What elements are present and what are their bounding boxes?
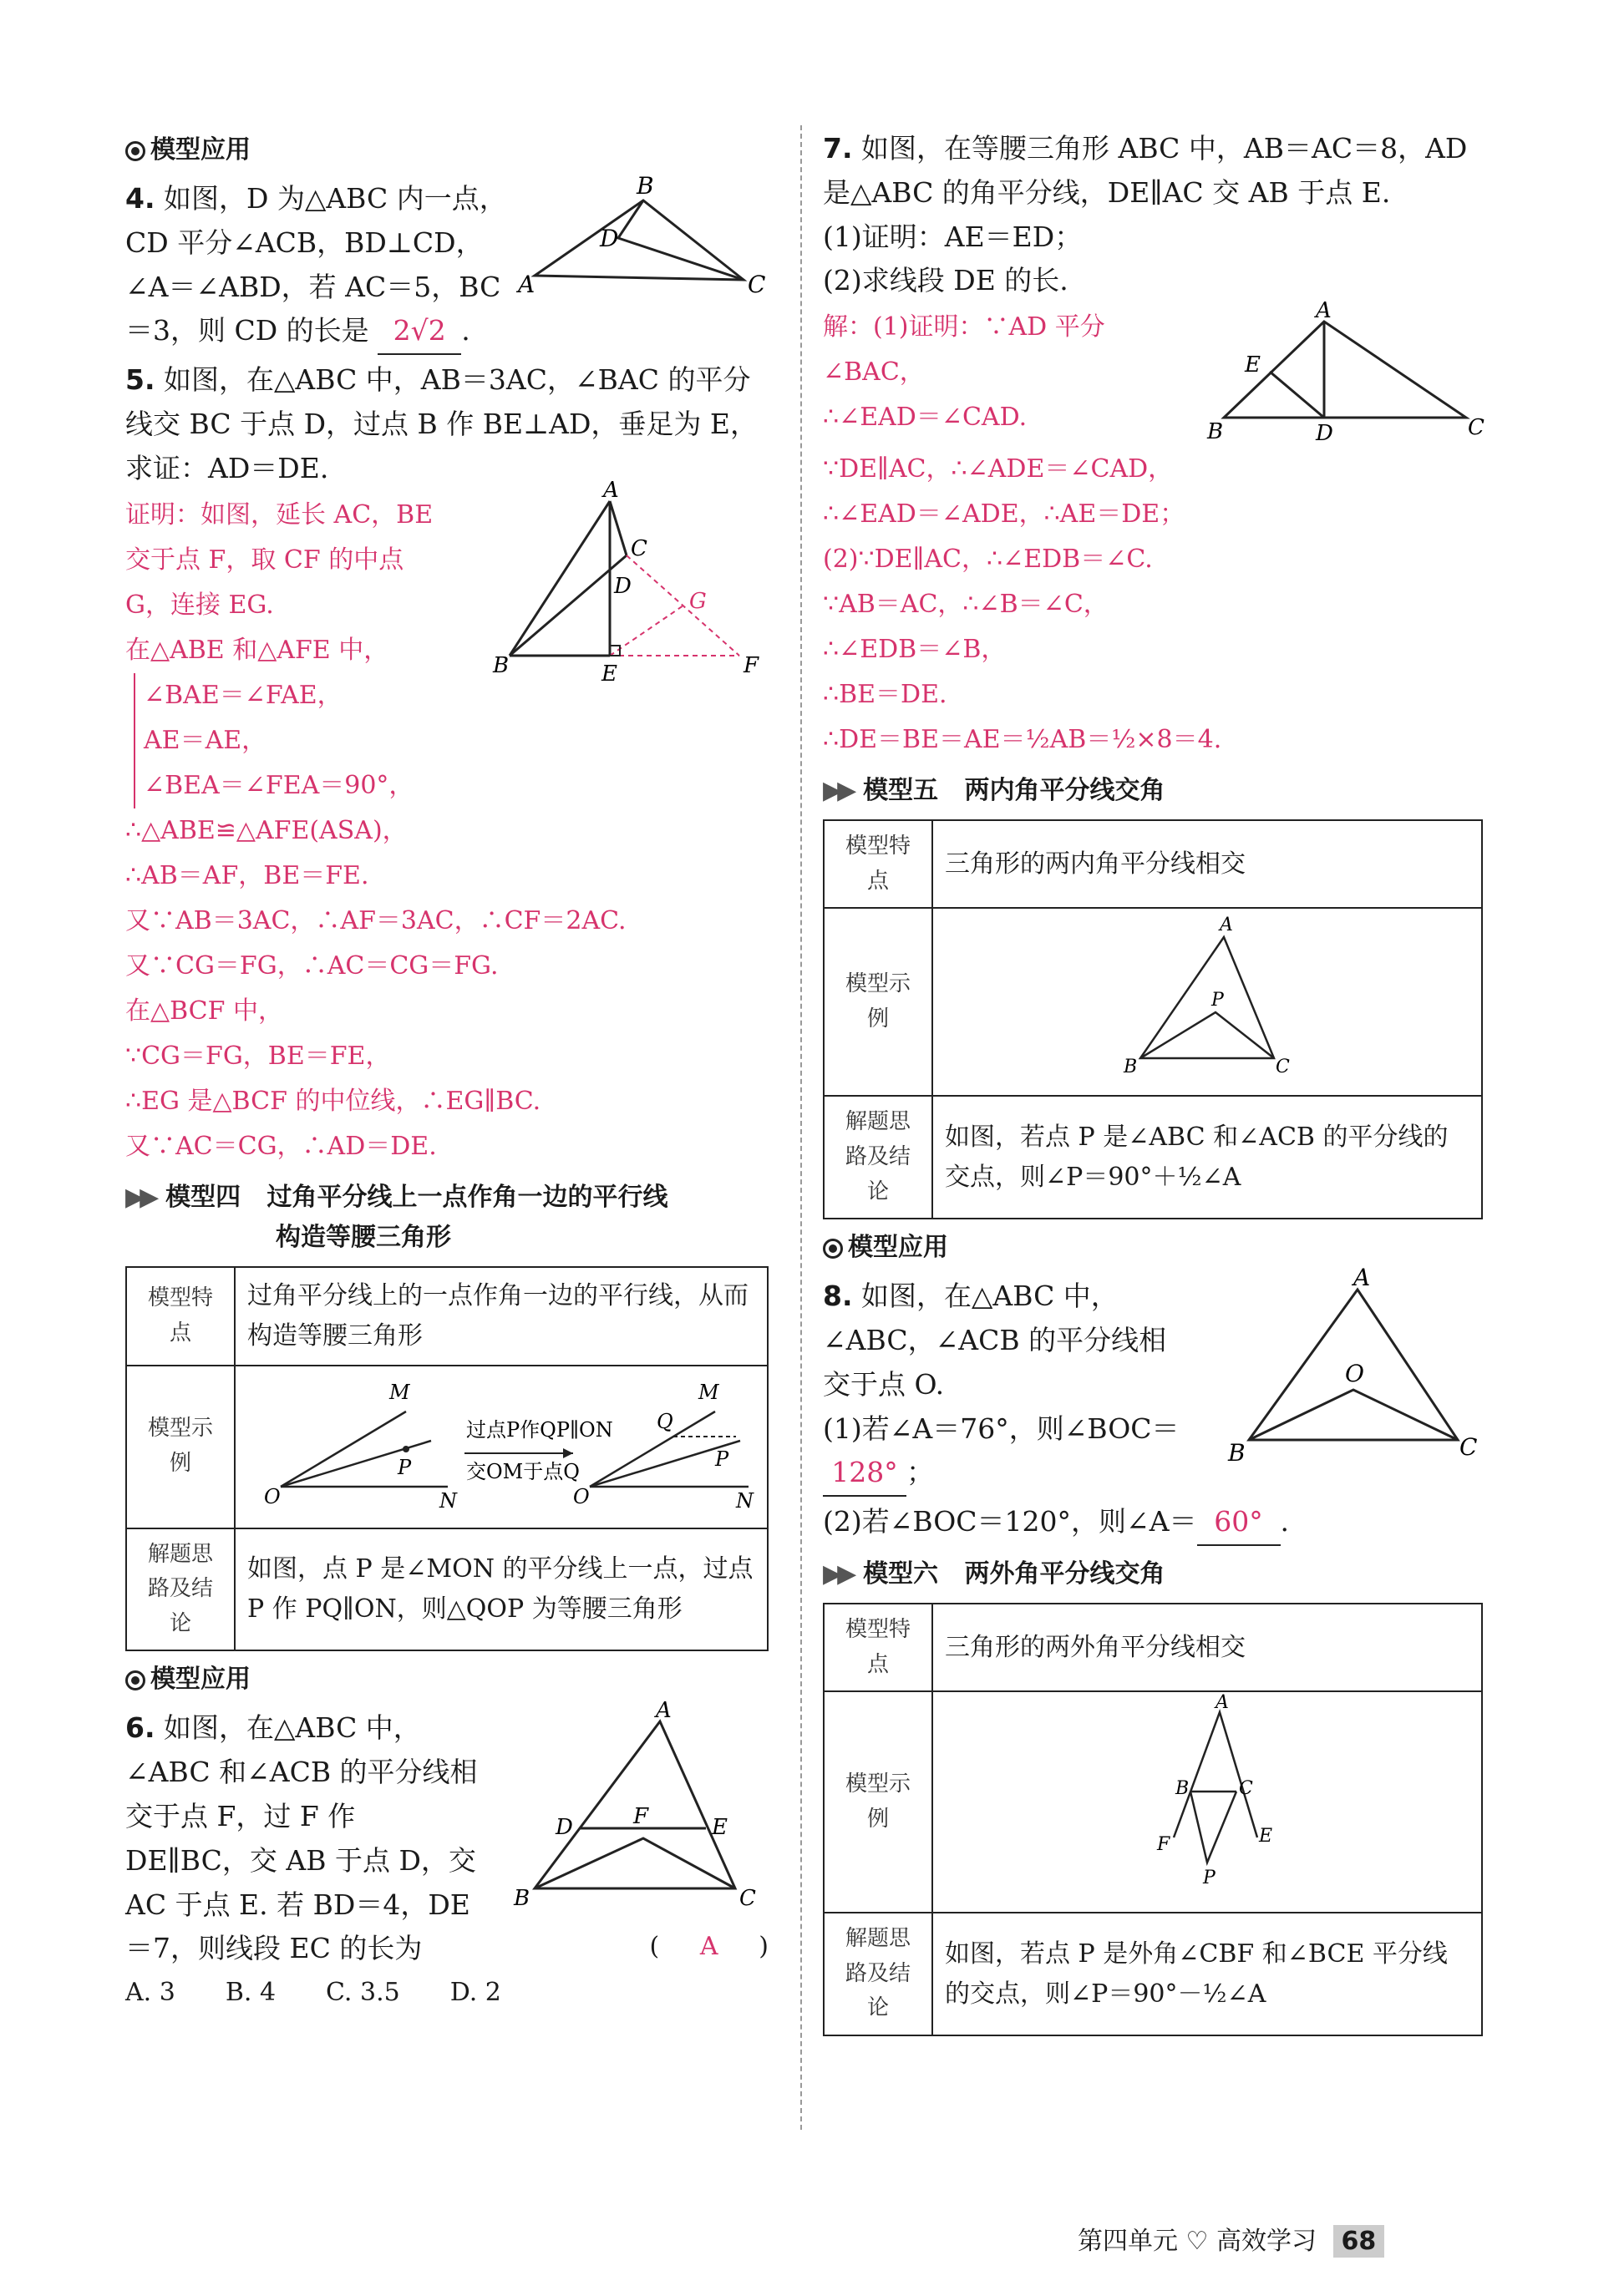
section-heading: 模型应用 (125, 1660, 769, 1700)
question-text: 如图，在△ABC 中，∠ABC 和∠ACB 的平分线相交于点 F，过 F 作 DE∥BC，交 AB 于点 D，交 AC 于点 E. 若 BD＝4，DE＝7，则线段 EC 的长为 (125, 1711, 478, 1965)
svg-text:F: F (633, 1804, 649, 1830)
proof-5-cont: ∴△ABE≌△AFE(ASA)， ∴AB＝AF，BE＝FE. 又∵AB＝3AC，∴AF＝3AC，∴CF＝2AC. 又∵CG＝FG，∴AC＝CG＝FG. 在△BCF 中， ∵CG＝FG，BE＝FE， ∴EG 是△BCF 的中位线，∴EG∥BC. 又∵AC＝CG，∴AD＝DE. (125, 815, 627, 1161)
svg-text:P: P (715, 1447, 729, 1471)
section-heading: 模型应用 (125, 130, 769, 170)
label-F: F (744, 652, 759, 678)
question-5 (125, 358, 769, 490)
answer-blank: 2√2 (378, 309, 461, 355)
double-arrow-icon: ▶▶ (823, 776, 852, 806)
svg-text:P: P (1203, 1868, 1216, 1889)
answer-blank: 128° (823, 1451, 906, 1497)
proof-brace: ∠BAE＝∠FAE， AE＝AE， ∠BEA＝∠FEA＝90°， (134, 673, 476, 808)
svg-text:N: N (736, 1488, 754, 1513)
svg-text:E: E (1259, 1826, 1273, 1847)
label-E: E (601, 661, 617, 687)
section-heading: 模型应用 (823, 1228, 1483, 1268)
question-5-body (125, 477, 769, 808)
model-6-table: 模型特点 三角形的两外角平分线相交 模型示例 A B C F E P 解题思路及结论 如图，若点 P 是外角∠CBF 和∠BCE 平分线的交点，则∠P＝90°－½∠A (823, 1603, 1483, 2036)
svg-text:C: C (1276, 1057, 1290, 1078)
question-text: 如图，在△ABC 中，∠ABC，∠ACB 的平分线相交于点 O. (823, 1280, 1167, 1401)
question-number: 8. (823, 1280, 853, 1313)
svg-text:M: M (389, 1380, 410, 1404)
svg-text:A: A (1216, 1692, 1229, 1714)
label-C: C (631, 535, 647, 561)
model-6-figure (1099, 1692, 1316, 1896)
label-A: A (518, 271, 535, 298)
svg-text:C: C (739, 1886, 756, 1912)
svg-text:B: B (1228, 1439, 1246, 1467)
solution-7-cont: ∵DE∥AC，∴∠ADE＝∠CAD， ∴∠EAD＝∠ADE，∴AE＝DE； (2)∵DE∥AC，∴∠EDB＝∠C. ∵AB＝AC，∴∠B＝∠C， ∴∠EDB＝∠B， ∴BE＝DE. ∴DE＝BE＝AE＝½AB＝½×8＝4. (823, 454, 1222, 755)
question-number: 4. (125, 182, 155, 215)
svg-text:O: O (1345, 1360, 1364, 1388)
double-arrow-icon: ▶▶ (125, 1182, 155, 1212)
answer-choice: A (699, 1932, 718, 1962)
svg-text:C: C (1459, 1433, 1478, 1462)
unit-label: 第四单元 (1078, 2227, 1178, 2256)
solution-7: 解：(1)证明：∵AD 平分 ∠BAC， ∴∠EAD＝∠CAD. (823, 312, 1105, 433)
page-footer (1078, 2222, 1384, 2262)
label-D: D (600, 225, 619, 252)
svg-text:A: A (1316, 298, 1332, 324)
svg-text:B: B (1175, 1778, 1190, 1800)
svg-text:F: F (1157, 1834, 1170, 1856)
q5-figure (493, 477, 769, 693)
brand-label: 高效学习 (1216, 2227, 1317, 2256)
svg-text:A: A (656, 1698, 672, 1724)
svg-text:N: N (439, 1488, 457, 1513)
svg-text:P: P (1211, 990, 1224, 1011)
answer-blank: 60° (1197, 1500, 1281, 1546)
svg-text:过点P作QP∥ON: 过点P作QP∥ON (466, 1417, 613, 1442)
svg-text:E: E (1245, 352, 1261, 378)
svg-text:A: A (1353, 1264, 1371, 1292)
question-7-body (823, 298, 1485, 447)
q6-figure (501, 1698, 760, 1913)
question-7: 7. 如图，在等腰三角形 ABC 中，AB＝AC＝8，AD 是△ABC 的角平分线，DE∥AC 交 AB 于点 E. (1)证明：AE＝ED； (2)求线段 DE 的长. (823, 132, 1468, 297)
svg-text:O: O (573, 1484, 590, 1508)
question-6: 6. 如图，在△ABC 中，∠ABC 和∠ACB 的平分线相交于点 F，过 F 作 DE∥BC，交 AB 于点 D，交 AC 于点 E. 若 BD＝4，DE＝7，则线段 EC 的长为 A D F E B C ( A ) (125, 1705, 769, 1973)
svg-text:Q: Q (657, 1409, 673, 1433)
model-4-table: 模型特点 过角平分线上的一点作角一边的平行线，从而构造等腰三角形 模型示例 M P O N 过点P作QP∥ON 交OM于点Q M Q P O N 解题思路及结论 如图，点 P 是∠MON 的平分线上一点，过点 P 作 PQ∥ON，则△QOP 为等腰三角形 (125, 1266, 769, 1652)
svg-text:A: A (1220, 915, 1233, 936)
right-column: 7. 如图，在等腰三角形 ABC 中，AB＝AC＝8，AD 是△ABC 的角平分线，DE∥AC 交 AB 于点 E. (1)证明：AE＝ED； (2)求线段 DE 的长. 解：(1)证明：∵AD 平分 ∠BAC， ∴∠EAD＝∠CAD. A E B D C ∵DE∥AC，∴∠ADE＝∠CAD， ∴∠EAD＝∠ADE，∴AE＝DE； (2)∵DE∥AC，∴∠EDB＝∠C. ∵AB＝AC，∴∠B＝∠C， ∴∠EDB＝∠B， ∴BE＝DE. ∴DE＝BE＝AE＝½AB＝½×8＝4. ▶▶ 模型五 两内角平分线交角 模型特点 三角形的两内角平分线相交 模型示例 A P B C 解题思路及结论 如图，若点 P 是∠ABC 和∠ACB 的平分线的交点，则∠P＝90°＋½∠A 模型应用 8. 如图，在△ABC 中，∠ABC，∠ACB 的平分线相交于点 O. (1)若∠A＝76°，则∠BOC＝128° ； A O B C (2)若∠BOC＝120°，则∠A＝ 60° . ▶▶ 模型六 两外角平分线交角 模型特点 三角形的两外角平分线相交 模型示例 A B C F E P 解题思路及结论 如图，若点 P 是外角∠CBF 和∠BCE 平分线的交点，则∠P＝90°－½∠A (823, 125, 1483, 2036)
label-B: B (493, 652, 510, 678)
target-icon (823, 1239, 843, 1259)
svg-text:C: C (1239, 1778, 1253, 1800)
model-4-heading: ▶▶ 模型四 过角平分线上一点作角一边的平行线 构造等腰三角形 (125, 1182, 668, 1252)
question-number: 6. (125, 1711, 155, 1745)
q8-figure (1216, 1264, 1483, 1473)
question-text: 如图，D 为△ABC 内一点，CD 平分∠ACB，BD⊥CD，∠A＝∠ABD，若 AC＝5，BC＝3，则 CD 的长是 (125, 182, 507, 347)
model-5-heading: ▶▶ 模型五 两内角平分线交角 (823, 776, 1165, 806)
question-text: 如图，在等腰三角形 ABC 中，AB＝AC＝8，AD 是△ABC 的角平分线，DE∥AC 交 AB 于点 E. (823, 132, 1468, 209)
q4-figure (518, 172, 769, 301)
question-8: 8. 如图，在△ABC 中，∠ABC，∠ACB 的平分线相交于点 O. (1)若∠A＝76°，则∠BOC＝128° ； A O B C (823, 1273, 1483, 1498)
svg-text:P: P (398, 1455, 412, 1479)
choices (125, 1973, 769, 2013)
choice-b: B. 4 (225, 1978, 277, 2008)
model-6-heading: ▶▶ 模型六 两外角平分线交角 (823, 1559, 1165, 1589)
left-column (125, 125, 769, 2013)
svg-text:B: B (1124, 1057, 1138, 1078)
svg-text:M: M (698, 1380, 719, 1404)
choice-c: C. 3.5 (326, 1978, 400, 2008)
svg-text:E: E (712, 1815, 728, 1841)
model-5-table: 模型特点 三角形的两内角平分线相交 模型示例 A P B C 解题思路及结论 如图，若点 P 是∠ABC 和∠ACB 的平分线的交点，则∠P＝90°＋½∠A (823, 819, 1483, 1219)
svg-text:O: O (264, 1484, 281, 1508)
heart-icon: ♡ (1185, 2227, 1209, 2256)
column-divider (800, 125, 802, 2130)
svg-text:B: B (514, 1886, 530, 1912)
question-number: 5. (125, 363, 155, 397)
label-G: G (689, 588, 707, 614)
model-5-figure (1099, 912, 1316, 1079)
model-4-figure (239, 1370, 757, 1512)
double-arrow-icon: ▶▶ (823, 1559, 852, 1589)
label-C: C (748, 271, 766, 298)
choice-d: D. 2 (449, 1978, 501, 2008)
label-D: D (614, 573, 632, 599)
question-4: 4. 如图，D 为△ABC 内一点，CD 平分∠ACB，BD⊥CD，∠A＝∠ABD，若 AC＝5，BC＝3，则 CD 的长是 2√2 . B D A C (125, 175, 769, 357)
svg-text:D: D (1316, 421, 1333, 447)
label-B: B (637, 172, 654, 200)
svg-text:交OM于点Q: 交OM于点Q (466, 1459, 580, 1483)
label-A: A (603, 477, 619, 503)
question-number: 7. (823, 132, 853, 165)
svg-text:C: C (1468, 415, 1485, 441)
target-icon (125, 1670, 145, 1690)
q7-figure (1207, 298, 1485, 447)
target-icon (125, 141, 145, 161)
svg-text:D: D (556, 1815, 573, 1841)
svg-text:B: B (1207, 419, 1224, 445)
proof-5: 证明：如图，延长 AC，BE 交于点 F，取 CF 的中点 G，连接 EG. 在△ABE 和△AFE 中， ∠BAE＝∠FAE， AE＝AE， ∠BEA＝∠FEA＝90°， (125, 493, 476, 808)
page-number: 68 (1333, 2225, 1385, 2258)
question-text: 如图，在△ABC 中，AB＝3AC，∠BAC 的平分线交 BC 于点 D，过点 B 作 BE⊥AD，垂足为 E，求证：AD＝DE. (125, 363, 759, 484)
choice-a: A. 3 (125, 1978, 175, 2008)
